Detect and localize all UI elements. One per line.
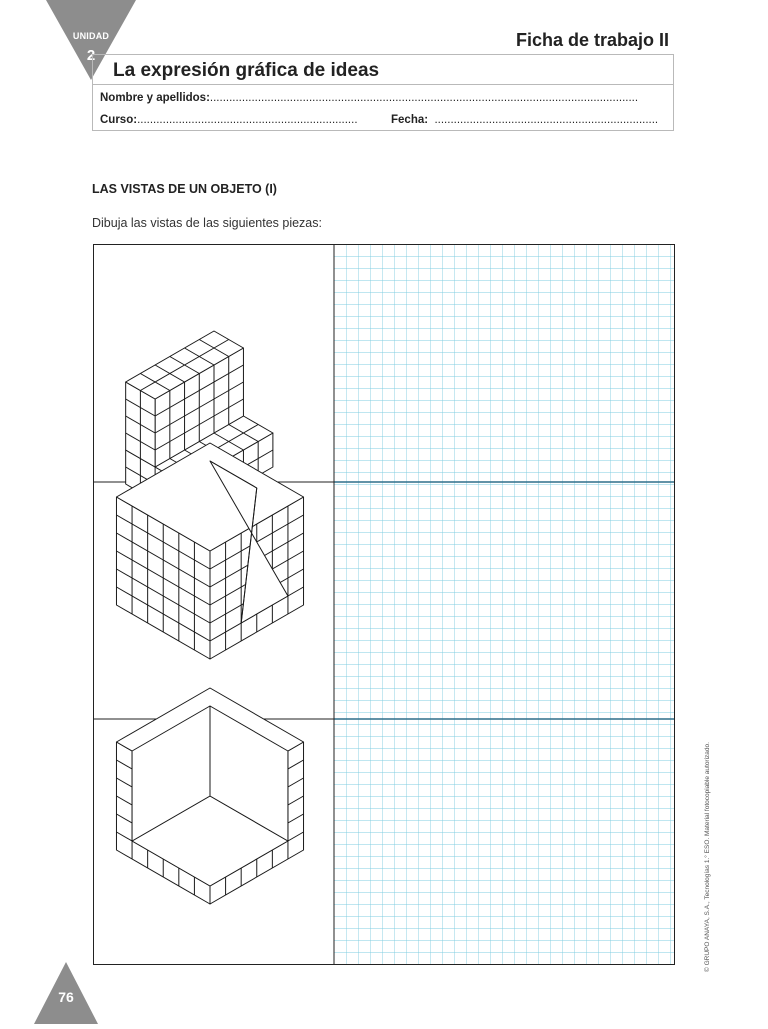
course-dots: ..................................................................... xyxy=(137,114,358,126)
section-title: LAS VISTAS DE UN OBJETO (I) xyxy=(92,182,277,196)
drawing-grid[interactable] xyxy=(334,244,675,965)
header-form xyxy=(92,54,674,131)
instruction-text: Dibuja las vistas de las siguientes piezas: xyxy=(92,216,322,230)
worksheet-title: La expresión gráfica de ideas xyxy=(113,60,380,81)
copyright-note: © GRUPO ANAYA, S.A., Tecnologías 1.° ESO. Material fotocopiable autorizado. xyxy=(704,742,711,972)
isometric-piece-3 xyxy=(116,688,303,904)
unit-number: 2 xyxy=(86,47,96,64)
unit-label: UNIDAD xyxy=(72,31,110,41)
date-field[interactable] xyxy=(391,114,658,126)
page-badge xyxy=(34,962,98,1024)
course-label: Curso: xyxy=(100,114,138,126)
name-label: Nombre y apellidos: xyxy=(100,92,210,104)
page-number: 76 xyxy=(58,989,74,1005)
exercise-table xyxy=(93,244,675,965)
date-dots: ...................................................................... xyxy=(434,114,659,126)
header-divider xyxy=(93,84,673,85)
course-field[interactable] xyxy=(100,114,358,126)
name-field[interactable] xyxy=(100,92,638,104)
name-dots: ...................................................................................................................................... xyxy=(209,92,639,104)
sheet-title: Ficha de trabajo II xyxy=(515,30,669,50)
date-label: Fecha: xyxy=(391,114,429,126)
